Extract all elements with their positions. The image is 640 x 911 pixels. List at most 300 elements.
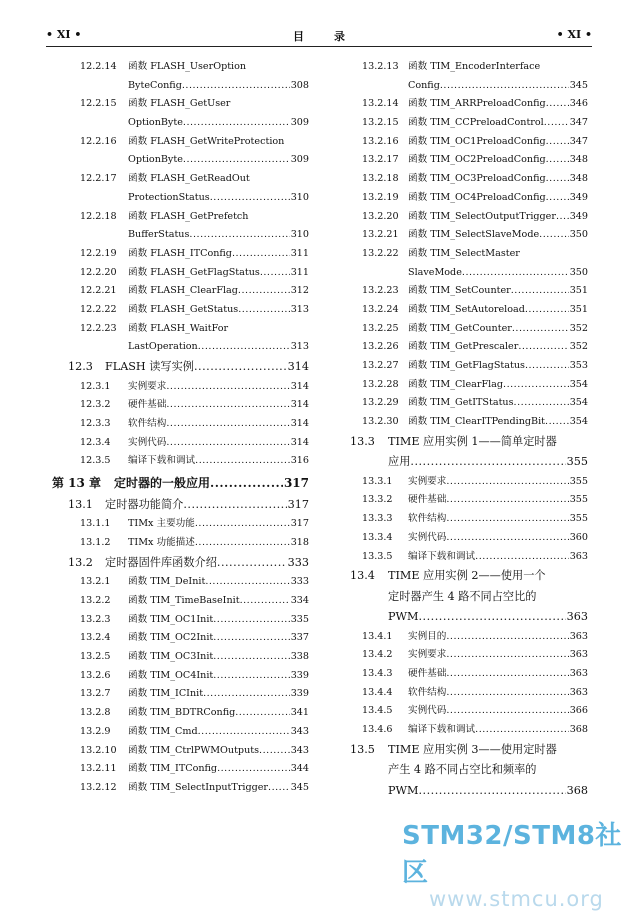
toc-entry [346,77,588,96]
toc-entry-title: TIMx 主要功能 [128,518,195,530]
toc-entry-number: 13.2.30 [362,416,399,428]
toc-entry-title: 函数 TIM_SelectMaster [408,247,520,259]
toc-entry-title: 函数 TIM_OC3PreloadConfig [408,173,546,185]
toc-leader-dots [546,133,569,152]
toc-entry-page: 317 [290,518,309,530]
toc-leader-dots [475,721,569,740]
toc-entry-page: 355 [569,475,588,487]
toc-entry [52,515,309,534]
toc-entry-number: 13.2.8 [80,707,111,719]
toc-entry [52,452,309,471]
toc-entry [52,534,309,553]
toc-entry-page: 343 [290,744,309,756]
toc-entry-title: 函数 TIM_ITConfig [128,763,218,775]
toc-entry [346,282,588,301]
toc-entry-title: Config [408,79,440,91]
toc-entry-number: 13.2.5 [80,651,111,663]
toc-entry [346,646,588,665]
toc-entry-page: 311 [290,247,309,259]
toc-entry-number: 第 13 章 [52,475,102,490]
toc-leader-dots [213,648,289,667]
toc-entry-title: LastOperation [128,341,198,353]
toc-entry-page: 349 [569,210,588,222]
toc-entry-number: 12.2.21 [80,285,117,297]
toc-entry-page: 333 [287,555,309,569]
toc-leader-dots [203,685,290,704]
toc-leader-dots [546,151,569,170]
toc-entry-page: 338 [290,651,309,663]
toc-entry-number: 13.4.1 [362,630,393,642]
toc-leader-dots [183,114,290,133]
toc-entry-number: 13.3.4 [362,531,393,543]
toc-leader-dots [525,357,569,376]
toc-entry [52,77,309,96]
toc-entry [52,245,309,264]
toc-entry-number: 13.2.3 [80,613,111,625]
toc-entry-number: 13.2.23 [362,285,399,297]
toc-entry-number: 13.1.2 [80,537,111,549]
toc-entry-title: 编译下载和调试 [128,455,196,467]
toc-entry-page: 345 [290,781,309,793]
toc-entry-page: 350 [569,229,588,241]
toc-entry-page: 314 [290,380,309,392]
toc-leader-dots [512,320,569,339]
toc-entry-title: 函数 FLASH_WaitFor [128,322,229,334]
toc-entry-number: 12.2.22 [80,303,117,315]
toc-leader-dots [446,702,568,721]
toc-entry-page: 360 [569,531,588,543]
toc-entry-title: 函数 TIM_GetITStatus [408,397,514,409]
toc-entry-title: 函数 TIM_OC2Init [128,632,214,644]
toc-entry-number: 13.2.29 [362,397,399,409]
toc-entry [52,226,309,245]
toc-entry-title: 实例代码 [128,436,167,448]
toc-entry [346,245,588,264]
toc-entry-title: 函数 TIM_TimeBaseInit [128,595,240,606]
toc-entry-title: TIME 应用实例 1——简单定时器 [388,434,557,448]
toc-leader-dots [410,452,565,473]
toc-entry-number: 12.3.1 [80,380,111,392]
toc-leader-dots [195,515,290,534]
toc-entry [52,685,309,704]
toc-leader-dots [213,629,289,648]
toc-entry-page: 368 [569,724,588,736]
toc-entry [346,301,588,320]
toc-entry-title: 函数 TIM_SelectOutputTrigger [408,210,556,222]
toc-entry-page: 354 [569,397,588,409]
toc-entry-title: 函数 FLASH_GetUser [128,98,231,110]
toc-entry-number: 13.4.4 [362,686,393,698]
toc-entry [346,95,588,114]
toc-entry-number: 13.1.1 [80,518,111,530]
watermark-logo [402,815,640,911]
toc-entry-number: 13.3 [350,434,375,448]
toc-leader-dots [195,452,290,471]
toc-entry-page: 350 [569,266,588,278]
toc-entry [52,378,309,397]
toc-leader-dots [418,781,565,802]
toc-leader-dots [198,723,290,742]
toc-entry-title: 函数 TIM_OC3Init [128,651,214,663]
toc-entry [346,473,588,492]
toc-leader-dots [213,611,289,630]
toc-entry [346,376,588,395]
toc-leader-dots [198,338,290,357]
toc-entry-title: TIME 应用实例 2——使用一个 [388,569,546,583]
toc-column-left [52,58,309,798]
toc-entry-page: 333 [290,576,309,588]
toc-entry [52,151,309,170]
toc-leader-dots [546,189,569,208]
toc-entry-title: 定时器的一般应用 [114,475,211,490]
toc-entry-title: 函数 TIM_SelectInputTrigger [128,781,269,793]
toc-entry-title: 函数 TIM_OC4PreloadConfig [408,191,546,203]
toc-leader-dots [503,376,569,395]
toc-entry-title: 函数 TIM_OC4Init [128,669,214,681]
toc-entry-page: 363 [569,686,588,698]
toc-leader-dots [240,592,290,611]
toc-entry-title: 实例代码 [408,705,447,717]
toc-entry-title: 函数 TIM_GetFlagStatus [408,360,525,371]
toc-entry [52,434,309,453]
toc-entry-number: 13.4.3 [362,668,393,680]
toc-entry [52,189,309,208]
toc-entry-title: 产生 4 路不同占空比和频率的 [388,763,537,777]
toc-entry-number: 13.2.18 [362,173,399,185]
toc-entry-number: 13.2.27 [362,360,399,371]
toc-entry [52,573,309,592]
toc-entry-title: 实例目的 [408,630,447,642]
toc-entry-number: 13.2.1 [80,576,111,588]
toc-entry-title: 软件结构 [128,417,167,429]
toc-entry-number: 13.4.2 [362,649,393,661]
toc-entry-page: 346 [569,98,588,110]
toc-entry-title: 函数 FLASH_GetReadOut [128,173,250,185]
toc-leader-dots [166,415,289,434]
toc-entry-title: TIME 应用实例 3——使用定时器 [388,742,557,756]
toc-entry-title: 函数 TIM_ClearITPendingBit [408,416,546,428]
toc-entry-title: PWM [388,610,419,624]
header-rule [46,46,592,47]
toc-entry-page: 309 [290,117,309,129]
toc-entry-page: 339 [290,669,309,681]
toc-entry [346,208,588,227]
toc-entry-title: 函数 TIM_CtrlPWMOutputs [128,744,260,756]
toc-entry-title: 函数 TIM_Cmd [128,725,198,737]
toc-leader-dots [189,226,289,245]
toc-entry-page: 349 [569,191,588,203]
toc-leader-dots [232,245,290,264]
toc-entry [52,95,309,114]
toc-entry [52,704,309,723]
toc-leader-dots [194,357,287,378]
toc-entry-title: 函数 FLASH_ClearFlag [128,285,238,297]
toc-entry-page: 318 [290,537,309,549]
toc-entry-number: 12.3.5 [80,455,111,467]
toc-entry-page: 355 [566,455,588,469]
toc-leader-dots [217,760,290,779]
toc-entry-title: PWM [388,783,419,797]
toc-leader-dots [235,704,289,723]
toc-leader-dots [462,264,569,283]
toc-entry-page: 310 [290,191,309,203]
toc-leader-dots [166,396,289,415]
toc-entry-number: 13.1 [68,497,93,511]
toc-entry [346,320,588,339]
toc-entry [52,58,309,77]
toc-entry-number: 12.2.23 [80,322,117,334]
toc-entry-page: 337 [290,632,309,644]
toc-entry-page: 335 [290,613,309,625]
toc-leader-dots [268,779,290,798]
toc-entry-number: 13.2.4 [80,632,111,644]
toc-entry [346,114,588,133]
toc-entry-title: 函数 TIM_ClearFlag [408,378,504,390]
toc-entry-page: 348 [569,173,588,185]
toc-leader-dots [260,264,290,283]
toc-entry-title: ByteConfig [128,79,182,91]
toc-entry-page: 313 [290,303,309,315]
toc-leader-dots [259,742,290,761]
toc-entry-title: 函数 FLASH_GetWriteProtection [128,135,285,147]
toc-entry [52,415,309,434]
toc-entry-number: 13.2.26 [362,341,399,353]
toc-entry [346,133,588,152]
toc-leader-dots [556,208,569,227]
toc-entry-page: 339 [290,688,309,700]
toc-entry [52,667,309,686]
toc-entry-title: 函数 TIM_ARRPreloadConfig [408,98,546,110]
toc-entry [346,628,588,647]
toc-entry-number: 13.5 [350,742,375,756]
toc-entry-number: 13.3.1 [362,475,393,487]
toc-entry-title: 函数 TIM_DeInit [128,576,206,588]
toc-entry [52,553,309,574]
toc-entry-page: 351 [569,303,588,315]
toc-entry-title: 软件结构 [408,513,447,525]
toc-leader-dots [238,301,289,320]
toc-leader-dots [446,473,568,492]
toc-entry-number: 12.3.3 [80,417,111,429]
toc-entry-number: 12.3.2 [80,399,111,411]
toc-leader-dots [546,170,569,189]
toc-leader-dots [544,114,569,133]
toc-entry [52,648,309,667]
toc-leader-dots [205,573,289,592]
toc-entry-number: 13.2.19 [362,191,399,203]
toc-entry-page: 345 [569,79,588,91]
toc-entry [346,170,588,189]
toc-entry-page: 368 [566,783,588,797]
toc-entry-page: 347 [569,117,588,129]
toc-entry [346,587,588,608]
toc-entry-number: 13.2.6 [80,669,111,681]
toc-entry [346,226,588,245]
toc-entry-number: 12.2.17 [80,173,117,185]
toc-entry-title: 函数 TIM_GetCounter [408,322,512,334]
toc-entry-title: 函数 FLASH_UserOption [128,61,247,72]
toc-entry-title: TIMx 功能描述 [128,537,195,549]
toc-entry [346,189,588,208]
toc-entry-title: 硬件基础 [128,399,167,411]
toc-entry-page: 348 [569,154,588,166]
toc-entry-number: 13.2.25 [362,322,399,334]
toc-entry-number: 13.2.12 [80,781,117,793]
toc-entry [52,264,309,283]
toc-entry-title: 函数 TIM_SetAutoreload [408,303,525,315]
toc-entry-title: 函数 TIM_BDTRConfig [128,707,236,719]
toc-entry-title: 函数 TIM_ICInit [128,688,204,700]
toc-entry [52,611,309,630]
toc-leader-dots [514,394,569,413]
toc-leader-dots [166,378,289,397]
toc-entry-title: ProtectionStatus [128,191,210,203]
toc-entry-title: OptionByte [128,117,183,129]
toc-entry-title: 函数 TIM_OC2PreloadConfig [408,154,546,166]
toc-entry-page: 363 [569,550,588,562]
toc-entry-number: 13.2.20 [362,210,399,222]
toc-entry-page: 308 [290,79,309,91]
toc-entry-page: 314 [290,417,309,429]
toc-leader-dots [195,534,290,553]
toc-entry-title: 实例代码 [408,531,447,543]
toc-entry [52,357,309,378]
toc-entry-number: 13.2.9 [80,725,111,737]
toc-entry-number: 13.2.16 [362,135,399,147]
page-header [46,28,592,44]
toc-entry-title: SlaveMode [408,266,462,278]
toc-entry-number: 12.2.16 [80,135,117,147]
toc-entry [346,548,588,567]
toc-entry [346,338,588,357]
toc-entry [346,357,588,376]
toc-entry-page: 347 [569,135,588,147]
toc-entry-page: 363 [569,649,588,661]
toc-entry-page: 344 [290,763,309,775]
toc-entry [346,58,588,77]
toc-entry [346,432,588,453]
toc-entry [346,529,588,548]
toc-entry-page: 311 [290,266,309,278]
toc-entry [346,413,588,432]
toc-entry-page: 352 [569,322,588,334]
toc-entry-number: 13.2.13 [362,61,399,72]
toc-entry [52,742,309,761]
toc-column-right [346,58,588,801]
toc-leader-dots [545,413,569,432]
toc-leader-dots [238,282,290,301]
toc-entry [346,760,588,781]
toc-entry-page: 314 [290,399,309,411]
toc-entry-title: 函数 TIM_SelectSlaveMode [408,229,540,241]
toc-entry-title: 函数 FLASH_GetPrefetch [128,210,249,222]
toc-entry-number: 13.2.14 [362,98,399,110]
toc-entry [346,491,588,510]
toc-entry [346,721,588,740]
toc-entry-page: 366 [569,705,588,717]
toc-leader-dots [446,646,568,665]
toc-entry [346,394,588,413]
toc-entry-page: 355 [569,494,588,506]
toc-entry-number: 13.2.10 [80,744,117,756]
toc-entry [52,723,309,742]
toc-entry-title: 编译下载和调试 [408,550,476,562]
toc-leader-dots [446,628,568,647]
toc-leader-dots [217,553,287,574]
toc-entry-title: 实例要求 [128,380,167,392]
toc-entry-page: 312 [290,285,309,297]
toc-entry [346,740,588,761]
toc-entry [52,338,309,357]
page-number-right: • XI • [556,28,592,41]
toc-entry [52,170,309,189]
page-title: 目录 [293,30,375,43]
toc-entry-page: 314 [287,360,309,373]
toc-entry-title: 函数 TIM_GetPrescaler [408,341,519,353]
toc-entry-page: 317 [283,475,309,490]
toc-leader-dots [518,338,568,357]
toc-entry [346,566,588,587]
toc-leader-dots [210,471,283,495]
watermark-url: www.stmcu.org [429,887,604,911]
toc-entry-title: 函数 TIM_CCPreloadControl [408,117,544,129]
toc-entry-page: 317 [287,497,309,511]
toc-entry [346,607,588,628]
toc-entry [346,684,588,703]
toc-entry [52,282,309,301]
toc-entry-page: 316 [290,455,309,467]
toc-entry [346,665,588,684]
toc-entry-number: 12.3.4 [80,436,111,448]
toc-entry-number: 13.2.11 [80,763,117,775]
toc-entry-title: OptionByte [128,154,183,166]
toc-entry-title: 编译下载和调试 [408,724,476,736]
toc-leader-dots [183,151,290,170]
toc-leader-dots [546,95,569,114]
toc-entry-number: 12.3 [68,360,93,373]
toc-entry-title: 实例要求 [408,649,447,661]
toc-entry-title: 软件结构 [408,686,447,698]
toc-entry-title: 定时器固件库函数介绍 [105,555,217,569]
toc-entry-number: 13.2.21 [362,229,399,241]
toc-entry-title: 定时器功能简介 [105,497,184,511]
toc-entry-page: 343 [290,725,309,737]
toc-entry-title: 硬件基础 [408,668,447,680]
toc-leader-dots [511,282,569,301]
toc-entry-number: 13.2.15 [362,117,399,129]
toc-entry-title: FLASH 读写实例 [105,360,194,373]
toc-entry-title: 函数 TIM_OC1PreloadConfig [408,135,546,147]
toc-entry [346,510,588,529]
toc-entry [52,779,309,798]
toc-entry-number: 13.2.17 [362,154,399,166]
toc-entry-page: 334 [290,595,309,606]
toc-leader-dots [446,491,568,510]
toc-entry-number: 13.2.7 [80,688,111,700]
toc-entry-number: 13.3.5 [362,550,393,562]
toc-entry [52,592,309,611]
toc-entry-title: 应用 [388,455,411,469]
toc-entry-number: 13.2.2 [80,595,111,606]
toc-entry-title: 函数 FLASH_GetStatus [128,303,239,315]
toc-entry [346,151,588,170]
toc-entry-number: 13.2.22 [362,247,399,259]
toc-entry-title: 函数 TIM_SetCounter [408,285,511,297]
toc-entry-title: 函数 FLASH_GetFlagStatus [128,266,260,278]
toc-entry-page: 352 [569,341,588,353]
toc-entry-page: 354 [569,416,588,428]
toc-entry-title: 函数 FLASH_ITConfig [128,247,232,259]
